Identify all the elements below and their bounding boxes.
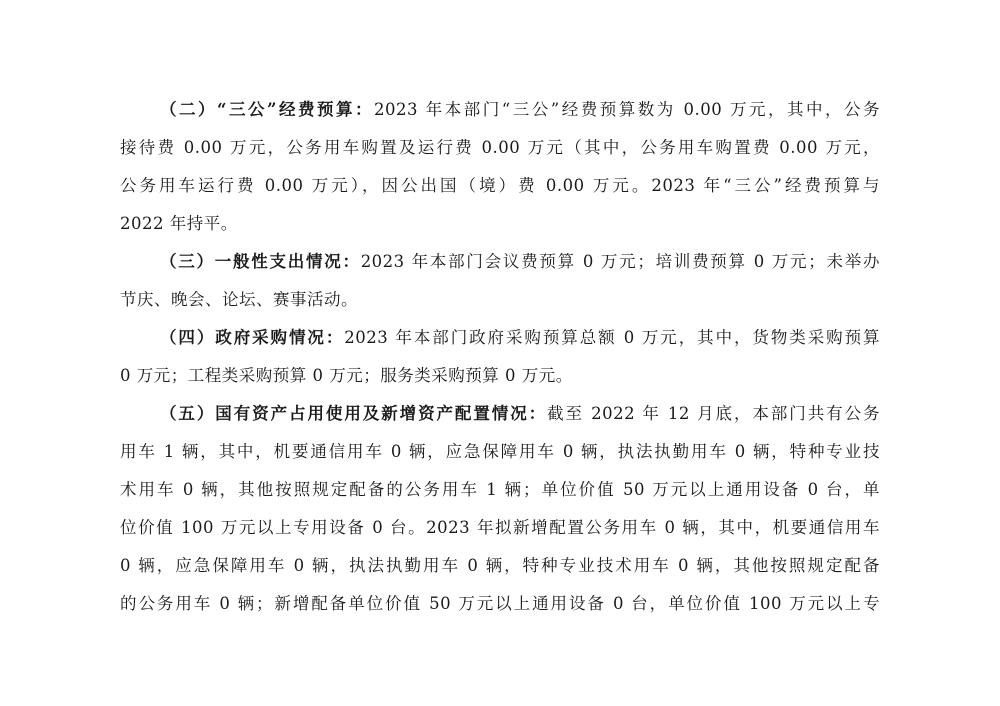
paragraph-san-gong-line-3: 公务用车运行费 0.00 万元），因公出国（境）费 0.00 万元。2023 年“三公”经费预算与 [120,176,880,195]
paragraph-san-gong-line-4: 2022 年持平。 [120,214,238,233]
paragraph-procurement-line-1: （四）政府采购情况：2023 年本部门政府采购预算总额 0 万元，其中，货物类采购预算 [160,328,880,347]
paragraph-general-spending-line-1: （三）一般性支出情况：2023 年本部门会议费预算 0 万元；培训费预算 0 万元；未举办 [160,252,880,271]
paragraph-assets-line-2: 用车 1 辆，其中，机要通信用车 0 辆，应急保障用车 0 辆，执法执勤用车 0 辆，特种专业技 [120,442,880,461]
paragraph-assets-line-3: 术用车 0 辆，其他按照规定配备的公务用车 1 辆；单位价值 50 万元以上通用设备 0 台，单 [120,480,880,499]
section-heading-assets: （五）国有资产占用使用及新增资产配置情况： [160,404,548,423]
section-heading-procurement: （四）政府采购情况： [160,328,345,347]
paragraph-assets-line-5: 0 辆，应急保障用车 0 辆，执法执勤用车 0 辆，特种专业技术用车 0 辆，其他按照规定配备 [120,556,880,575]
section-heading-general-spending: （三）一般性支出情况： [160,252,361,271]
paragraph-procurement-line-2: 0 万元；工程类采购预算 0 万元；服务类采购预算 0 万元。 [120,366,573,385]
paragraph-assets-line-4: 位价值 100 万元以上专用设备 0 台。2023 年拟新增配置公务用车 0 辆，其中，机要通信用车 [120,518,880,537]
section-heading-san-gong: （二）“三公”经费预算： [160,100,375,119]
paragraph-assets-line-1: （五）国有资产占用使用及新增资产配置情况：截至 2022 年 12 月底，本部门共有公务 [160,404,881,423]
paragraph-assets-line-6: 的公务用车 0 辆；新增配备单位价值 50 万元以上通用设备 0 台，单位价值 100 万元以上专 [120,594,880,613]
paragraph-san-gong-line-1: （二）“三公”经费预算：2023 年本部门“三公”经费预算数为 0.00 万元，其中，公务 [160,100,880,119]
paragraph-general-spending-line-2: 节庆、晚会、论坛、赛事活动。 [120,290,358,309]
paragraph-san-gong-line-2: 接待费 0.00 万元，公务用车购置及运行费 0.00 万元（其中，公务用车购置费 0.00 万元， [120,138,880,157]
